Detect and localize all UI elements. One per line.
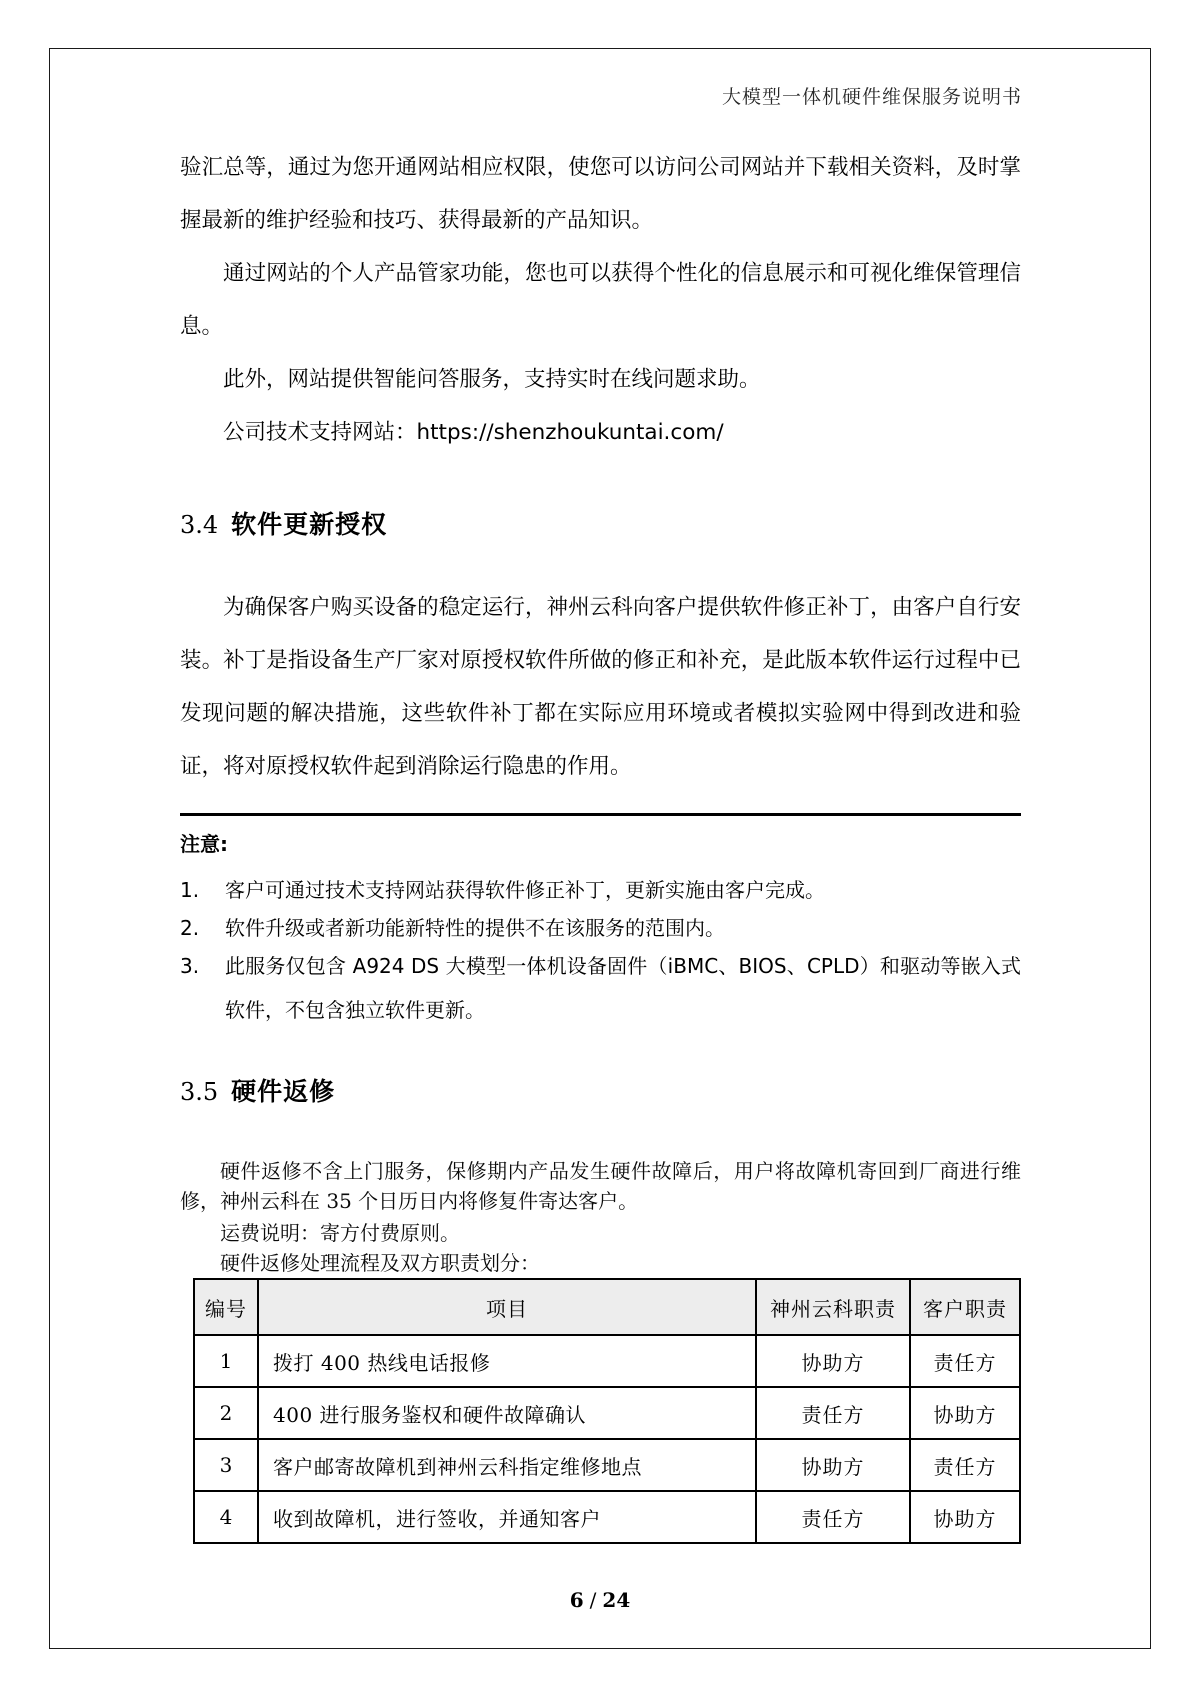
note-list [180, 868, 1021, 1026]
column-header-item: 项目 [258, 1279, 756, 1335]
table-row [194, 1335, 1020, 1387]
section-3-5-body: 硬件返修不含上门服务，保修期内产品发生硬件故障后，用户将故障机寄回到厂商进行维修，神州云科在 35 个日历日内将修复件寄达客户。 [180, 1159, 1021, 1213]
table-intro-line: 硬件返修处理流程及双方职责划分： [220, 1251, 540, 1275]
paragraph-product-manager: 通过网站的个人产品管家功能，您也可以获得个性化的信息展示和可视化维保管理信息。 [180, 261, 1021, 339]
table-header-row [194, 1279, 1020, 1335]
cell-number: 2 [194, 1387, 258, 1439]
repair-process-table [193, 1278, 1021, 1544]
cell-number: 4 [194, 1491, 258, 1543]
list-item-text: 此服务仅包含 A924 DS 大模型一体机设备固件（iBMC、BIOS、CPLD）和驱动等嵌入式软件，不包含独立软件更新。 [225, 954, 1021, 1022]
list-item-number: 1. [180, 878, 200, 902]
section-number: 3.5 [180, 1078, 219, 1106]
cell-customer-duty: 责任方 [910, 1335, 1020, 1387]
section-title: 硬件返修 [231, 1077, 336, 1106]
cell-item: 400 进行服务鉴权和硬件故障确认 [258, 1387, 756, 1439]
page-number-separator: / [589, 1588, 597, 1612]
divider-rule [180, 813, 1021, 816]
section-heading-3-5 [180, 1072, 1021, 1108]
cell-customer-duty: 协助方 [910, 1387, 1020, 1439]
table-row [194, 1387, 1020, 1439]
cell-customer-duty: 协助方 [910, 1491, 1020, 1543]
cell-vendor-duty: 责任方 [756, 1387, 910, 1439]
section-title: 软件更新授权 [231, 510, 388, 539]
list-item-text: 软件升级或者新功能新特性的提供不在该服务的范围内。 [225, 916, 725, 940]
page-header-title: 大模型一体机硬件维保服务说明书 [721, 86, 1022, 108]
total-pages: 24 [602, 1588, 631, 1612]
cell-customer-duty: 责任方 [910, 1439, 1020, 1491]
cell-item: 拨打 400 热线电话报修 [258, 1335, 756, 1387]
paragraph-smart-qa: 此外，网站提供智能问答服务，支持实时在线问题求助。 [223, 367, 761, 392]
current-page: 6 [569, 1588, 584, 1612]
cell-vendor-duty: 协助方 [756, 1439, 910, 1491]
cell-number: 1 [194, 1335, 258, 1387]
list-item [180, 944, 1021, 1032]
cell-vendor-duty: 责任方 [756, 1491, 910, 1543]
page-number [0, 1588, 1200, 1612]
cell-number: 3 [194, 1439, 258, 1491]
column-header-number: 编号 [194, 1279, 258, 1335]
table-row [194, 1491, 1020, 1543]
section-number: 3.4 [180, 511, 219, 539]
list-item-number: 2. [180, 916, 200, 940]
list-item-text: 客户可通过技术支持网站获得软件修正补丁，更新实施由客户完成。 [225, 878, 825, 902]
column-header-customer-duty: 客户职责 [910, 1279, 1020, 1335]
list-item-number: 3. [180, 954, 200, 978]
section-3-4-body: 为确保客户购买设备的稳定运行，神州云科向客户提供软件修正补丁，由客户自行安装。补丁是指设备生产厂家对原授权软件所做的修正和补充，是此版本软件运行过程中已发现问题的解决措施，这些软件补丁都在实际应用环境或者模拟实验网中得到改进和验证，将对原授权软件起到消除运行隐患的作用。 [180, 595, 1021, 779]
section-heading-3-4 [180, 505, 1021, 541]
cell-item: 收到故障机，进行签收，并通知客户 [258, 1491, 756, 1543]
cell-item: 客户邮寄故障机到神州云科指定维修地点 [258, 1439, 756, 1491]
cell-vendor-duty: 协助方 [756, 1335, 910, 1387]
note-label: 注意: [180, 832, 228, 856]
table-row [194, 1439, 1020, 1491]
support-site-line: 公司技术支持网站：https://shenzhoukuntai.com/ [223, 420, 724, 445]
shipping-note-line: 运费说明：寄方付费原则。 [220, 1221, 460, 1245]
column-header-vendor-duty: 神州云科职责 [756, 1279, 910, 1335]
paragraph-continuation: 验汇总等，通过为您开通网站相应权限，使您可以访问公司网站并下载相关资料，及时掌握最新的维护经验和技巧、获得最新的产品知识。 [180, 155, 1021, 233]
